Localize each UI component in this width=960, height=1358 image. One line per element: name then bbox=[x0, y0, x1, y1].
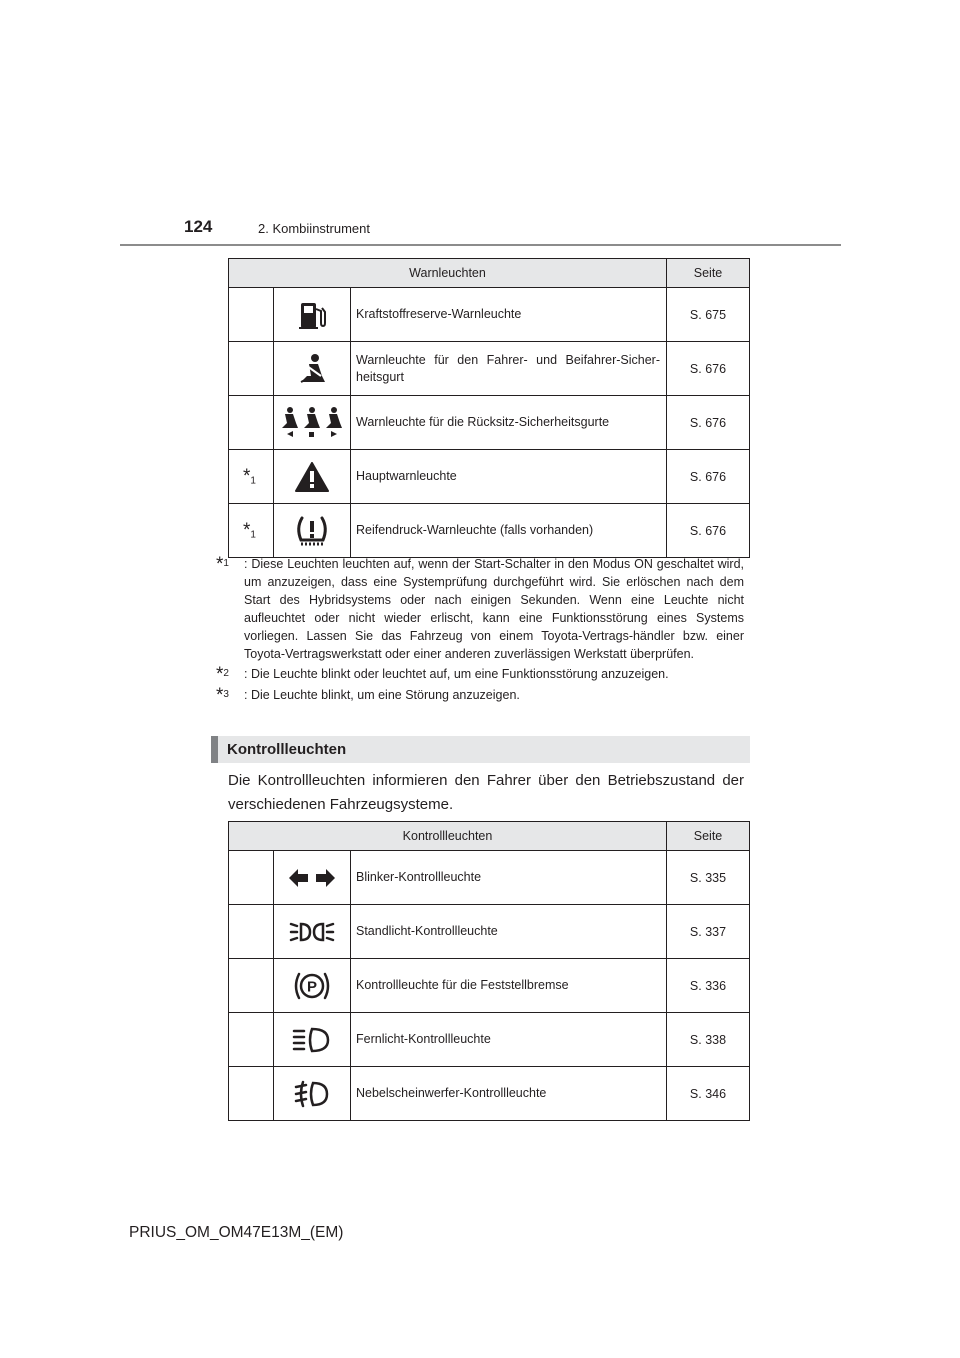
description-cell: Reifendruck-Warnleuchte (falls vorhanden) bbox=[351, 504, 667, 558]
page-ref-cell: S. 675 bbox=[667, 288, 750, 342]
icon-cell bbox=[274, 1013, 351, 1067]
page-ref-cell: S. 337 bbox=[667, 905, 750, 959]
table-row bbox=[229, 1067, 750, 1121]
page-ref-cell: S. 335 bbox=[667, 851, 750, 905]
page-ref-cell: S. 676 bbox=[667, 342, 750, 396]
description-cell: Kontrollleuchte für die Feststellbremse bbox=[351, 959, 667, 1013]
section-heading bbox=[211, 736, 750, 763]
footnote-mark: *$^3$ bbox=[216, 685, 229, 707]
page-number: 124 bbox=[184, 217, 213, 236]
table-row bbox=[229, 1013, 750, 1067]
section-title: 2. Kombiinstrument bbox=[258, 221, 370, 236]
col-header-warnleuchten: Warnleuchten bbox=[229, 259, 667, 288]
col-header-kontrollleuchten: Kontrollleuchten bbox=[229, 822, 667, 851]
master-warning-icon bbox=[295, 462, 329, 492]
parking-brake-icon bbox=[292, 970, 332, 1002]
footnote-mark: *$^2$ bbox=[216, 664, 229, 686]
table-row bbox=[229, 504, 750, 558]
svg-text:P: P bbox=[306, 978, 318, 995]
description-cell: Warnleuchte für die Rücksitz-Sicherheitsgurte bbox=[351, 396, 667, 450]
page-ref-cell: S. 346 bbox=[667, 1067, 750, 1121]
table-row bbox=[229, 288, 750, 342]
page-ref-cell: S. 338 bbox=[667, 1013, 750, 1067]
asterisk-mark: * bbox=[243, 519, 251, 541]
description-cell: Blinker-Kontrollleuchte bbox=[351, 851, 667, 905]
header-divider bbox=[120, 244, 841, 246]
ref-cell bbox=[229, 1013, 274, 1067]
ref-cell bbox=[229, 342, 274, 396]
fog-light-icon bbox=[294, 1080, 330, 1108]
table-header-row bbox=[229, 259, 750, 288]
fuel-pump-icon bbox=[296, 299, 328, 331]
icon-cell bbox=[274, 959, 351, 1013]
document-code: PRIUS_OM_OM47E13M_(EM) bbox=[129, 1224, 344, 1241]
table-row bbox=[229, 959, 750, 1013]
col-header-seite: Seite bbox=[667, 822, 750, 851]
ref-cell bbox=[229, 905, 274, 959]
seatbelt-icon bbox=[295, 352, 329, 386]
ref-cell bbox=[229, 288, 274, 342]
section-heading-text: Kontrollleuchten bbox=[227, 741, 347, 758]
tail-light-icon bbox=[289, 919, 335, 945]
footnote-text: : Die Leuchte blinkt oder leuchtet auf, um eine Funktionsstörung anzuzeigen. bbox=[244, 667, 669, 681]
indicator-lights-table bbox=[228, 821, 750, 1121]
description-cell: Standlicht-Kontrollleuchte bbox=[351, 905, 667, 959]
footnote-text: : Diese Leuchten leuchten auf, wenn der Start-Schalter in den Modus ON geschaltet wird, um anzuzeigen, dass eine Systemprüfung durchgeführt wird. Sie erlöschen nach dem Start des Hybridsystems oder nach einigen Sekunden. Wenn eine Leuchte nicht aufleuchtet oder nicht wieder erlischt, kann eine Funktionsstörung eines Systems vorliegen. Lassen Sie das Fahrzeug von einem Toyota-Vertrags-händler bzw. einer Toyota-Vertragswerkstatt oder einer anderen zuverlässigen Werkstatt überprüfen. bbox=[244, 557, 744, 661]
footnote bbox=[216, 686, 744, 705]
footnote-ref: 1 bbox=[250, 529, 256, 541]
description-cell: Kraftstoffreserve-Warnleuchte bbox=[351, 288, 667, 342]
description-cell: Warnleuchte für den Fahrer- und Beifahrer-Sicher-heitsgurt bbox=[351, 342, 667, 396]
footnote-mark: *$^1$ bbox=[216, 554, 229, 576]
page-ref-cell: S. 676 bbox=[667, 396, 750, 450]
page-ref-cell: S. 336 bbox=[667, 959, 750, 1013]
asterisk-mark: * bbox=[243, 465, 251, 487]
col-header-seite: Seite bbox=[667, 259, 750, 288]
table-row bbox=[229, 396, 750, 450]
high-beam-icon bbox=[292, 1026, 332, 1054]
footnote-text: : Die Leuchte blinkt, um eine Störung anzuzeigen. bbox=[244, 688, 520, 703]
ref-cell bbox=[229, 450, 274, 504]
footnote bbox=[216, 665, 744, 684]
table-header-row bbox=[229, 822, 750, 851]
table-row bbox=[229, 342, 750, 396]
table-row bbox=[229, 450, 750, 504]
footnote bbox=[216, 555, 744, 663]
icon-cell bbox=[274, 1067, 351, 1121]
icon-cell bbox=[274, 396, 351, 450]
ref-cell bbox=[229, 959, 274, 1013]
footnote-ref: 1 bbox=[250, 475, 256, 487]
icon-cell bbox=[274, 851, 351, 905]
icon-cell bbox=[274, 450, 351, 504]
icon-cell bbox=[274, 504, 351, 558]
ref-cell bbox=[229, 1067, 274, 1121]
ref-cell bbox=[229, 396, 274, 450]
warning-lights-table bbox=[228, 258, 750, 558]
icon-cell bbox=[274, 342, 351, 396]
tire-pressure-icon bbox=[294, 514, 330, 548]
page-ref-cell: S. 676 bbox=[667, 450, 750, 504]
intro-paragraph: Die Kontrollleuchten informieren den Fahrer über den Betriebszustand der verschiedenen Fahrzeugsysteme. bbox=[228, 772, 744, 813]
table-row bbox=[229, 851, 750, 905]
table-row bbox=[229, 905, 750, 959]
rear-seatbelts-icon bbox=[279, 406, 345, 440]
description-cell: Hauptwarnleuchte bbox=[351, 450, 667, 504]
turn-signal-icon bbox=[287, 866, 337, 890]
icon-cell bbox=[274, 905, 351, 959]
description-cell: Fernlicht-Kontrollleuchte bbox=[351, 1013, 667, 1067]
ref-cell bbox=[229, 851, 274, 905]
page-ref-cell: S. 676 bbox=[667, 504, 750, 558]
ref-cell bbox=[229, 504, 274, 558]
description-cell: Nebelscheinwerfer-Kontrollleuchte bbox=[351, 1067, 667, 1121]
icon-cell bbox=[274, 288, 351, 342]
footnotes bbox=[216, 555, 744, 707]
